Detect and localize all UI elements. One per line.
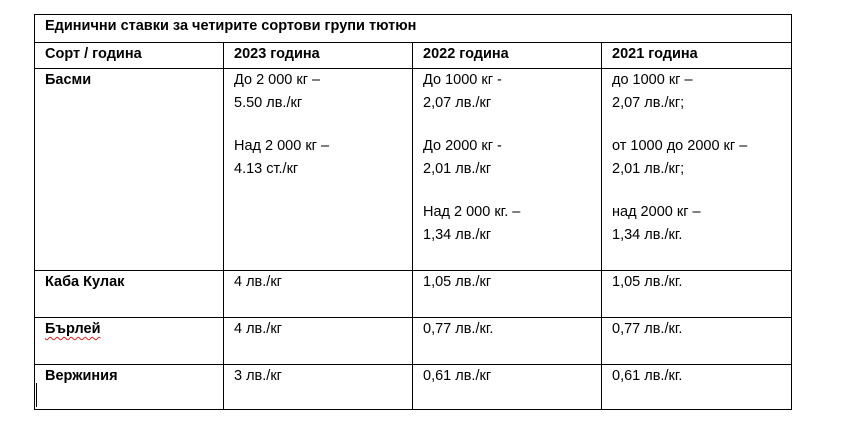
header-2021: 2021 година xyxy=(602,43,792,69)
rate-cell-2021 xyxy=(602,69,792,271)
blank-line xyxy=(612,115,791,135)
rate-cell-2022: 0,77 лв./кг. xyxy=(413,318,602,365)
rate-cell-2023: 4 лв./кг xyxy=(224,318,413,365)
blank-line xyxy=(423,181,601,201)
rate-line: 1,34 лв./кг xyxy=(423,227,492,243)
rate-line: До 1000 кг - xyxy=(423,72,502,88)
variety-name: Каба Кулак xyxy=(35,271,224,318)
rate-line: До 2 000 кг – xyxy=(234,72,321,88)
header-2023: 2023 година xyxy=(224,43,413,69)
table-row xyxy=(35,365,792,410)
rate-cell-2021: 0,77 лв./кг. xyxy=(602,318,792,365)
table-title: Единични ставки за четирите сортови групи тютюн xyxy=(35,15,792,43)
rate-cell-2023 xyxy=(224,69,413,271)
blank-line xyxy=(423,115,601,135)
rate-cell-2022 xyxy=(413,69,602,271)
rate-line: от 1000 до 2000 кг – xyxy=(612,138,748,154)
rate-cell-2022: 0,61 лв./кг xyxy=(413,365,602,410)
header-row xyxy=(35,43,792,69)
rate-cell-2022: 1,05 лв./кг xyxy=(413,271,602,318)
variety-name-cell xyxy=(35,318,224,365)
header-2022: 2022 година xyxy=(413,43,602,69)
header-variety-year: Сорт / година xyxy=(35,43,224,69)
rate-line: до 1000 кг – xyxy=(612,72,693,88)
rate-line: 2,07 лв./кг; xyxy=(612,95,685,111)
rate-line: 2,07 лв./кг xyxy=(423,95,492,111)
rate-line: 2,01 лв./кг xyxy=(423,161,492,177)
tobacco-rates-table xyxy=(34,14,792,410)
rate-line: До 2000 кг - xyxy=(423,138,502,154)
rate-cell-2023: 4 лв./кг xyxy=(224,271,413,318)
rate-line: 2,01 лв./кг; xyxy=(612,161,685,177)
table-row xyxy=(35,271,792,318)
rate-line: 4.13 ст./кг xyxy=(234,161,299,177)
variety-name: Басми xyxy=(35,69,224,271)
rate-line: над 2000 кг – xyxy=(612,204,701,220)
blank-line xyxy=(612,181,791,201)
table-row xyxy=(35,69,792,271)
rate-cell-2023: 3 лв./кг xyxy=(224,365,413,410)
variety-name: Бърлей xyxy=(45,321,101,337)
variety-name: Вержиния xyxy=(35,365,224,410)
blank-line xyxy=(234,115,412,135)
text-cursor[interactable] xyxy=(36,383,37,407)
rate-line: 5.50 лв./кг xyxy=(234,95,303,111)
rate-cell-2021: 0,61 лв./кг. xyxy=(602,365,792,410)
rate-line: Над 2 000 кг – xyxy=(234,138,330,154)
rate-line: 1,34 лв./кг. xyxy=(612,227,683,243)
rate-cell-2021: 1,05 лв./кг. xyxy=(602,271,792,318)
rate-line: Над 2 000 кг. – xyxy=(423,204,521,220)
table-title-row xyxy=(35,15,792,43)
table-row xyxy=(35,318,792,365)
